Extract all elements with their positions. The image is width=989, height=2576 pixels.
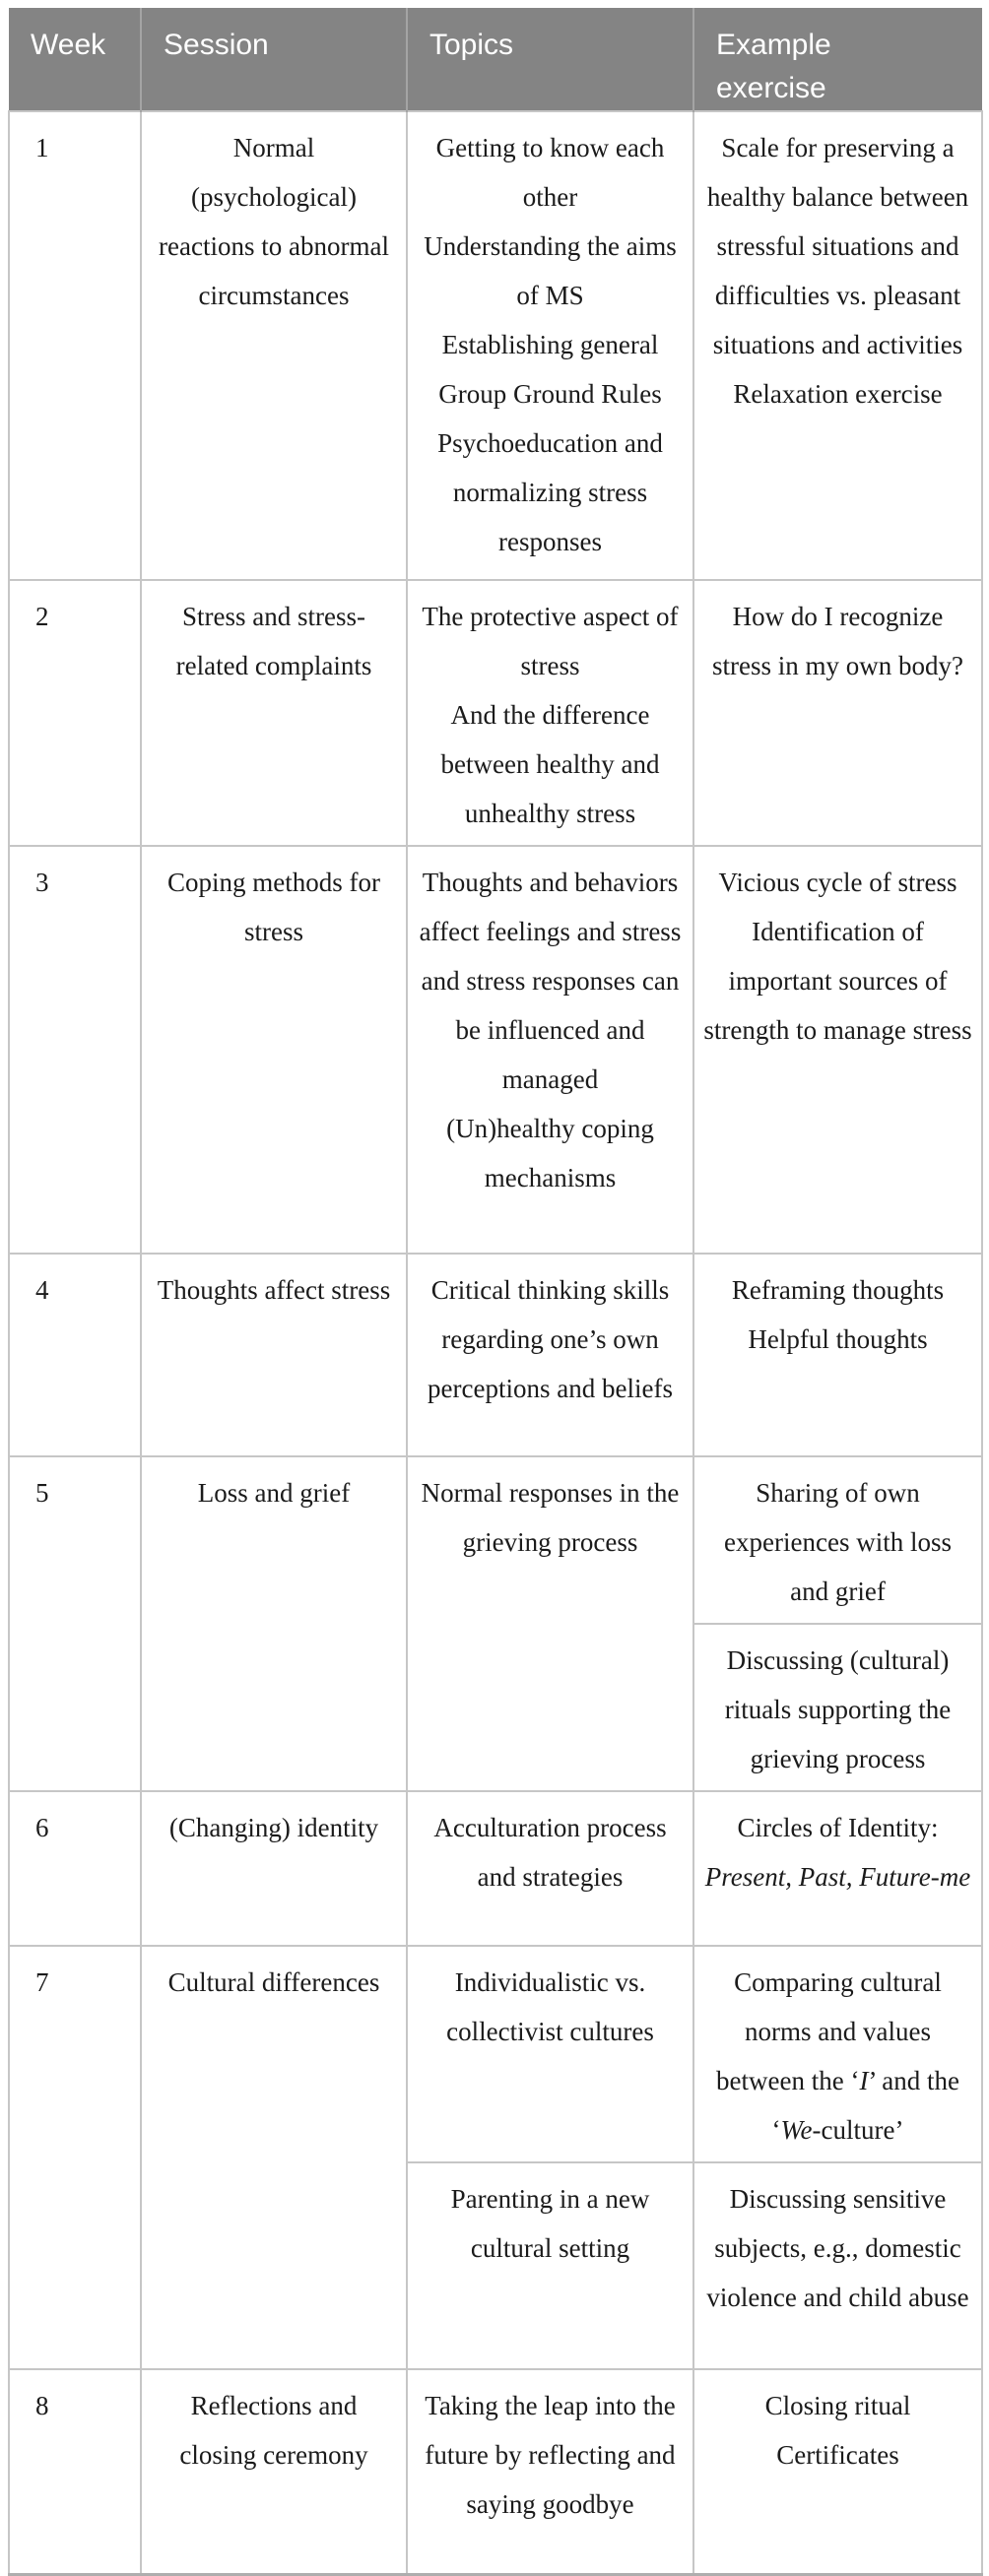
cell-text xyxy=(702,1958,973,2155)
table-row-week-4 xyxy=(9,1254,982,1456)
topics-cell xyxy=(407,1791,693,1946)
cell-text: Discussing sensitive subjects, e.g., domestic violence and child abuse xyxy=(706,2184,969,2312)
header-cell-example xyxy=(693,8,982,111)
example-cell xyxy=(693,846,982,1254)
cell-text-italic: We xyxy=(780,2115,813,2145)
example-cell xyxy=(693,111,982,580)
table-row-week-2 xyxy=(9,580,982,846)
schedule-table xyxy=(8,8,983,2576)
example-cell xyxy=(693,580,982,846)
cell-text: Normal (psychological) reactions to abnormal circumstances xyxy=(159,133,389,310)
cell-text: Thoughts affect stress xyxy=(157,1275,391,1305)
example-cell xyxy=(693,1624,982,1791)
example-cell xyxy=(693,2369,982,2574)
cell-text: (Un)healthy coping mechanisms xyxy=(446,1114,654,1192)
week-cell: 4 xyxy=(9,1254,141,1456)
session-cell xyxy=(141,846,407,1254)
cell-text: Reflections and closing ceremony xyxy=(179,2391,368,2470)
cell-text: Establishing general Group Ground Rules xyxy=(438,330,662,409)
cell-text: And the difference between healthy and unhealthy stress xyxy=(440,700,660,828)
cell-text: Relaxation exercise xyxy=(733,379,943,409)
cell-text: Critical thinking skills regarding one’s own perceptions and beliefs xyxy=(428,1275,673,1403)
cell-text: How do I recognize stress in my own body? xyxy=(712,602,963,680)
cell-text: The protective aspect of stress xyxy=(422,602,679,680)
header-label: Week xyxy=(31,29,106,61)
cell-text: Vicious cycle of stress xyxy=(718,868,957,897)
table-row-week-8 xyxy=(9,2369,982,2574)
cell-text: Individualistic vs. collectivist cultures xyxy=(446,1967,654,2046)
table-row-week-3 xyxy=(9,846,982,1254)
cell-text: Acculturation process and strategies xyxy=(433,1813,667,1892)
cell-text: Thoughts and behaviors affect feelings and stress and stress responses can be influenced and managed xyxy=(419,868,682,1094)
cell-text: Understanding the aims of MS xyxy=(424,231,677,310)
week-cell: 3 xyxy=(9,846,141,1254)
cell-text xyxy=(702,1803,973,1901)
topics-cell xyxy=(407,1456,693,1791)
week-cell: 5 xyxy=(9,1456,141,1791)
session-cell xyxy=(141,111,407,580)
cell-text: Stress and stress-related complaints xyxy=(175,602,372,680)
cell-text-italic: Present, Past, Future-me xyxy=(704,1862,971,1892)
cell-text: Sharing of own experiences with loss and grief xyxy=(724,1478,952,1606)
topics-cell xyxy=(407,2369,693,2574)
topics-cell xyxy=(407,2162,693,2369)
header-cell-week xyxy=(9,8,141,111)
topics-cell xyxy=(407,1254,693,1456)
week-cell: 8 xyxy=(9,2369,141,2574)
topics-cell xyxy=(407,580,693,846)
cell-text: Getting to know each other xyxy=(435,133,665,212)
table-row-week-1 xyxy=(9,111,982,580)
table-row-week-7 xyxy=(9,1946,982,2162)
example-cell xyxy=(693,1946,982,2162)
header-label: Example exercise xyxy=(716,29,831,104)
cell-text: Taking the leap into the future by reflecting and saying goodbye xyxy=(425,2391,676,2519)
cell-text-run: ’ and the ‘ xyxy=(771,2066,959,2145)
cell-text: Closing ritual xyxy=(764,2391,911,2420)
week-cell: 7 xyxy=(9,1946,141,2369)
session-cell xyxy=(141,1791,407,1946)
cell-text: Scale for preserving a healthy balance between stressful situations and difficulties vs. pleasant situations and activities xyxy=(706,133,969,359)
topics-cell xyxy=(407,846,693,1254)
example-cell xyxy=(693,2162,982,2369)
cell-text-run: Comparing cultural norms and values between the ‘ xyxy=(716,1967,942,2095)
header-label: Session xyxy=(164,29,269,61)
cell-text-run: Circles of Identity: xyxy=(737,1813,939,1842)
session-cell xyxy=(141,1946,407,2369)
topics-cell xyxy=(407,1946,693,2162)
week-cell: 1 xyxy=(9,111,141,580)
topics-cell xyxy=(407,111,693,580)
session-cell xyxy=(141,2369,407,2574)
cell-text: Discussing (cultural) rituals supporting the grieving process xyxy=(724,1645,952,1773)
cell-text: Reframing thoughts xyxy=(731,1275,945,1305)
week-cell: 6 xyxy=(9,1791,141,1946)
cell-text: Parenting in a new cultural setting xyxy=(450,2184,650,2263)
cell-text: Certificates xyxy=(776,2440,899,2470)
cell-text: Normal responses in the grieving process xyxy=(421,1478,680,1557)
cell-text: Cultural differences xyxy=(167,1967,380,1997)
cell-text: Coping methods for stress xyxy=(167,868,380,946)
week-cell: 2 xyxy=(9,580,141,846)
cell-text: Psychoeducation and normalizing stress responses xyxy=(437,428,663,556)
cell-text: Identification of important sources of strength to manage stress xyxy=(703,917,972,1045)
cell-text-italic: I xyxy=(859,2066,869,2095)
header-label: Topics xyxy=(429,29,514,61)
cell-text: Helpful thoughts xyxy=(748,1324,928,1354)
cell-text: Loss and grief xyxy=(197,1478,351,1508)
example-cell xyxy=(693,1254,982,1456)
table-row-week-6 xyxy=(9,1791,982,1946)
session-cell xyxy=(141,580,407,846)
example-cell xyxy=(693,1791,982,1946)
session-cell xyxy=(141,1254,407,1456)
cell-text-run: -culture’ xyxy=(812,2115,904,2145)
cell-text: (Changing) identity xyxy=(168,1813,379,1842)
header-cell-session xyxy=(141,8,407,111)
example-cell xyxy=(693,1456,982,1624)
session-cell xyxy=(141,1456,407,1791)
table-row-week-5 xyxy=(9,1456,982,1624)
table-header-row xyxy=(9,8,982,111)
header-cell-topics xyxy=(407,8,693,111)
